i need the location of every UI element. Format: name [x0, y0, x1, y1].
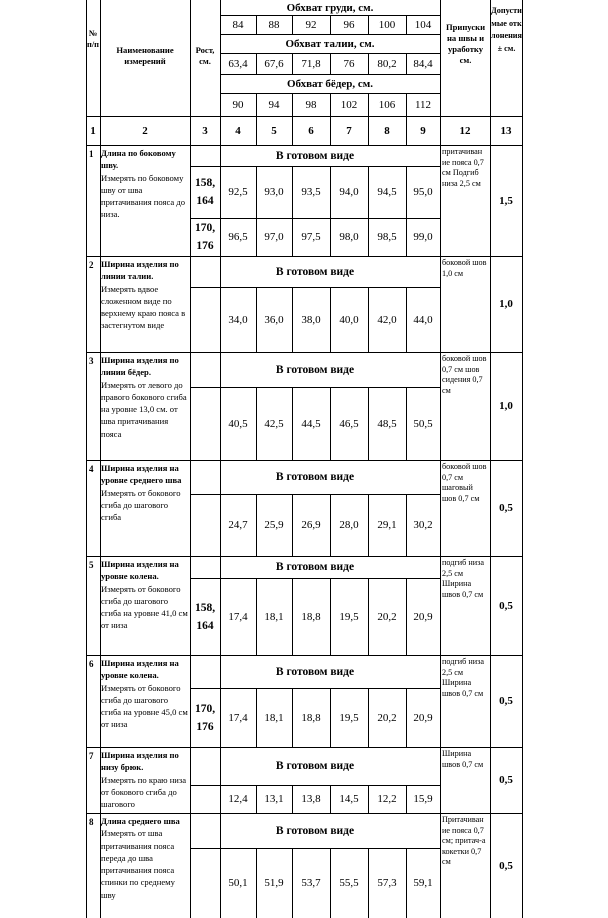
measurement-value: 18,8 [301, 610, 321, 623]
measurement-title: Ширина изделия на уровне колена. [101, 658, 179, 681]
hip-value: 90 [232, 98, 244, 111]
chest-girth-title: Обхват груди, см. [286, 1, 374, 14]
measurement-title: Длина по боковому шву. [101, 148, 176, 171]
finished-label: В готовом виде [275, 665, 355, 678]
finished-label: В готовом виде [275, 561, 355, 573]
measurement-value: 19,5 [339, 610, 359, 623]
waist-girth-title: Обхват талии, см. [285, 37, 375, 50]
measurement-value: 19,5 [339, 711, 359, 724]
measurement-title: Длина среднего шва [101, 816, 180, 826]
tolerance-value: 1,5 [499, 194, 513, 207]
measurement-title: Ширина изделия на уровне среднего шва [101, 463, 182, 486]
measurement-name [101, 258, 190, 351]
height-value: 158, 164 [194, 177, 216, 207]
measurement-value: 99,0 [413, 231, 433, 243]
column-rule [522, 0, 523, 918]
measurement-description: Измерять от левого до правого бокового сгиба на уровне 13,0 см. от шва притачивания пояса [101, 379, 187, 439]
tolerance-value: 0,5 [499, 695, 513, 707]
hip-value: 94 [268, 98, 280, 111]
finished-label: В готовом виде [275, 471, 355, 483]
measurement-value: 28,0 [339, 519, 359, 531]
height-value: 170, 176 [194, 702, 216, 733]
waist-value: 63,4 [228, 57, 248, 70]
measurement-value: 94,0 [339, 186, 359, 198]
waist-value: 67,6 [264, 57, 284, 70]
row-number: 3 [89, 356, 94, 366]
measurement-description: Измерять от бокового сгиба до шагового сгиба [101, 487, 181, 523]
measurement-value: 48,5 [377, 417, 397, 430]
chest-value: 92 [305, 18, 317, 31]
measurement-value: 18,1 [264, 711, 284, 724]
tolerance-value: 0,5 [499, 502, 513, 514]
chest-value: 96 [343, 18, 355, 31]
measurement-value: 20,9 [413, 711, 433, 724]
column-number: 12 [459, 124, 471, 137]
measurement-name [101, 147, 190, 255]
row-number: 6 [89, 659, 94, 669]
measurement-value: 98,0 [339, 231, 359, 243]
height-value: 158, 164 [194, 601, 216, 632]
measurement-value: 25,9 [264, 519, 284, 531]
measurement-value: 93,5 [301, 186, 321, 198]
column-number: 5 [271, 124, 277, 137]
tolerance-value: 0,5 [499, 859, 513, 872]
measurement-title: Ширина изделия по линии талии. [101, 259, 179, 282]
column-number: 9 [420, 124, 426, 137]
measurement-value: 17,4 [228, 610, 248, 623]
measurement-value: 12,4 [228, 793, 248, 805]
hip-value: 102 [340, 98, 358, 111]
measurement-value: 96,5 [228, 231, 248, 243]
tolerance-value: 0,5 [499, 774, 513, 786]
measurement-description: Измерять от бокового сгиба до шагового сгиба на уровне 45,0 см от низа [101, 682, 188, 730]
measurement-title: Ширина изделия по низу брюк. [101, 750, 179, 773]
row-number: 2 [89, 260, 94, 270]
measurement-value: 26,9 [301, 519, 321, 531]
column-header-name: Наименование измерений [116, 45, 174, 66]
measurement-value: 13,1 [264, 793, 284, 805]
row-number: 5 [89, 560, 94, 570]
measurement-value: 13,8 [301, 793, 321, 805]
measurement-value: 59,1 [413, 877, 433, 889]
chest-value: 104 [414, 18, 432, 31]
finished-label: В готовом виде [275, 824, 355, 837]
measurement-value: 18,8 [301, 711, 321, 724]
measurement-value: 40,5 [228, 417, 248, 430]
measurement-value: 44,5 [301, 417, 321, 430]
hip-value: 106 [378, 98, 396, 111]
waist-value: 71,8 [301, 57, 321, 70]
measurement-name [101, 657, 190, 746]
finished-label: В готовом виде [275, 149, 355, 162]
chest-value: 88 [268, 18, 280, 31]
measurement-value: 97,0 [264, 231, 284, 243]
measurement-title: Ширина изделия по линии бёдер. [101, 355, 179, 378]
measurement-value: 15,9 [413, 793, 433, 805]
measurement-value: 98,5 [377, 231, 397, 243]
finished-label: В готовом виде [275, 265, 355, 278]
tolerance-value: 1,0 [499, 400, 513, 412]
measurement-value: 46,5 [339, 417, 359, 430]
finished-label: В готовом виде [275, 760, 355, 772]
measurement-value: 34,0 [228, 313, 248, 326]
measurement-value: 20,2 [377, 711, 397, 724]
column-number: 7 [346, 124, 352, 137]
measurement-description: Измерять по боковому шву от шва притачивания пояса до низа. [101, 172, 186, 220]
measurement-value: 29,1 [377, 519, 397, 531]
column-number: 6 [308, 124, 314, 137]
measurement-value: 30,2 [413, 519, 433, 531]
measurement-description: Измерять по краю низа от бокового сгиба до шагового [101, 774, 187, 810]
measurement-value: 50,1 [228, 877, 248, 889]
allowance-text: подгиб низа 2,5 см Ширина швов 0,7 см [442, 657, 484, 698]
hip-value: 98 [305, 98, 317, 111]
allowance-text: боковой шов 1,0 см [442, 258, 487, 278]
allowance-text: боковой шов 0,7 см шаговый шов 0,7 см [442, 462, 487, 503]
column-header-allowance: Припуски на швы и уработку см. [445, 22, 486, 65]
measurement-description: Измерять вдвое сложенном виде по верхнему краю пояса в застегнутом виде [101, 283, 186, 331]
allowance-text: притачиван ие пояса 0,7 см Подгиб низа 2,5 см [442, 147, 484, 188]
column-number: 2 [142, 124, 148, 137]
measurement-value: 20,9 [413, 610, 433, 623]
waist-value: 84,4 [413, 57, 433, 70]
allowance-text: Ширина швов 0,7 см [442, 749, 484, 769]
measurement-value: 36,0 [264, 313, 284, 326]
row-number: 4 [89, 464, 94, 474]
measurement-value: 94,5 [377, 186, 397, 198]
hip-girth-title: Обхват бёдер, см. [286, 77, 374, 90]
measurement-value: 93,0 [264, 186, 284, 198]
allowance-text: Притачиван ие пояса 0,7 см; притач-а кокетки 0,7 см [442, 815, 486, 866]
measurement-name [101, 558, 190, 654]
measurement-value: 97,5 [301, 231, 321, 243]
row-number: 7 [89, 751, 94, 761]
measurement-value: 51,9 [264, 877, 284, 889]
measurement-value: 50,5 [413, 417, 433, 430]
allowance-text: боковой шов 0,7 см шов сидения 0,7 см [442, 354, 487, 395]
measurement-value: 92,5 [228, 186, 248, 198]
column-header-number: № п/п [87, 29, 99, 49]
column-number: 8 [384, 124, 390, 137]
chest-value: 100 [378, 18, 396, 31]
measurement-value: 53,7 [301, 877, 321, 889]
measurement-value: 42,0 [377, 313, 397, 326]
measurement-title: Ширина изделия на уровне колена. [101, 559, 179, 582]
column-number: 4 [235, 124, 241, 137]
waist-value: 80,2 [377, 57, 397, 70]
row-number: 8 [89, 817, 94, 827]
waist-value: 76 [343, 57, 355, 70]
chest-value: 84 [232, 18, 244, 31]
measurement-value: 20,2 [377, 610, 397, 623]
measurement-value: 14,5 [339, 793, 359, 805]
hip-value: 112 [414, 98, 432, 111]
measurement-value: 57,3 [377, 877, 397, 889]
column-header-height: Рост, см. [195, 45, 215, 66]
column-header-tolerance: Допустимые отклонения ± см. [491, 6, 522, 53]
measurement-value: 95,0 [413, 186, 433, 198]
measurement-value: 12,2 [377, 793, 397, 805]
measurement-name [101, 749, 190, 812]
height-value: 170, 176 [194, 222, 216, 252]
measurement-description: Измерять от бокового сгиба до шагового сгиба на уровне 41,0 см от низа [101, 583, 188, 631]
column-number: 3 [202, 124, 208, 137]
measurement-name [101, 462, 190, 555]
measurement-value: 18,1 [264, 610, 284, 623]
measurement-value: 24,7 [228, 519, 248, 531]
measurement-value: 44,0 [413, 313, 433, 326]
measurement-value: 42,5 [264, 417, 284, 430]
measurement-name [101, 354, 190, 459]
column-number: 1 [90, 124, 96, 137]
measurement-value: 17,4 [228, 711, 248, 724]
measurement-description: Измерять от шва притачивания пояса передa до шва притачивания пояса спинки по среднему шву [101, 828, 175, 900]
column-number: 13 [500, 124, 512, 137]
measurement-value: 55,5 [339, 877, 359, 889]
allowance-text: подгиб низа 2,5 см Ширина швов 0,7 см [442, 558, 484, 599]
finished-label: В готовом виде [275, 363, 355, 376]
row-number: 1 [89, 149, 94, 159]
measurement-value: 38,0 [301, 313, 321, 326]
tolerance-value: 1,0 [499, 298, 513, 310]
tolerance-value: 0,5 [499, 599, 513, 612]
measurement-name [101, 815, 190, 917]
measurement-value: 40,0 [339, 313, 359, 326]
